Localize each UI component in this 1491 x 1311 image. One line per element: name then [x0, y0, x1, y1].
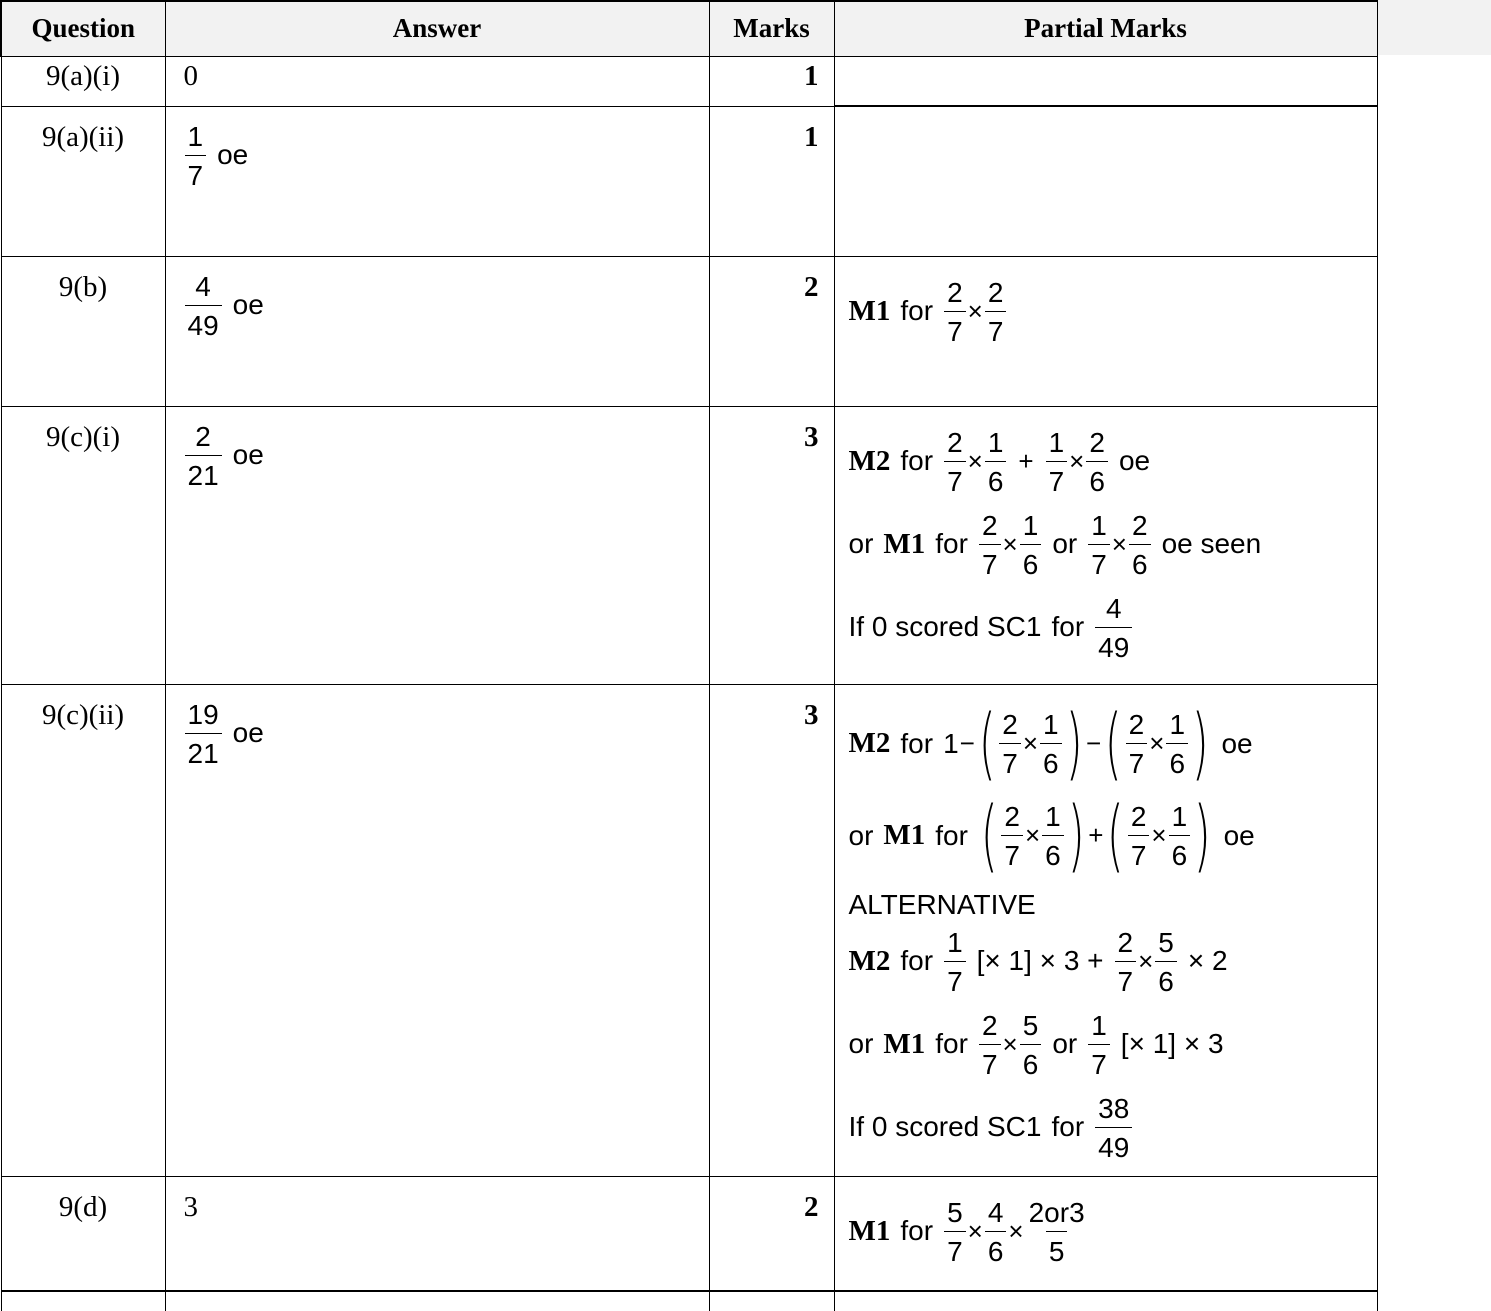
partial-marks-cell: [834, 106, 1377, 256]
answer-cell: [165, 684, 709, 1176]
answer-fraction: $\frac{1}{7}$: [185, 121, 207, 190]
partial-mark-line: M2 for $\frac{2}{7}$ × $\frac{1}{6}$ + $\frac{1}{7}$ × $\frac{2}{6}$ oe: [848, 426, 1151, 497]
partial-mark-line: M2 for $\frac{1}{7}$ [× 1] × 3 + $\frac{2}{7}$ × $\frac{5}{6}$ × 2: [848, 926, 1228, 997]
partial-marks-cell: [834, 256, 1377, 406]
partial-marks-cell: [834, 56, 1377, 106]
answer-fraction: $\frac{2}{21}$: [185, 421, 222, 490]
marks-cell: 3: [709, 406, 834, 684]
marks-cell: 3: [709, 684, 834, 1176]
partial-marks-cell: [834, 684, 1377, 1176]
partial-mark-line: M1 for $\frac{2}{7}$ × $\frac{2}{7}$: [849, 277, 1367, 346]
table-row: [1, 1291, 1377, 1311]
question-cell: 9(a)(ii): [1, 106, 165, 256]
alternative-label: ALTERNATIVE: [848, 888, 1036, 920]
table-header-row: [1, 1, 1377, 56]
answer-suffix: oe: [217, 139, 249, 170]
answer-suffix: oe: [232, 439, 264, 470]
header-partial-marks: Partial Marks: [834, 1, 1377, 56]
table-row: [1, 106, 1377, 256]
partial-mark-line: If 0 scored SC1 for $\frac{4}{49}$: [849, 593, 1367, 662]
answer-cell: [165, 106, 709, 256]
partial-mark-line: M2 for 1 − ( $\frac{2}{7}$ × $\frac{1}{6}$ ) − ( $\frac{2}{7}$ × $\frac{1}{6}$ ) oe: [848, 698, 1253, 789]
partial-mark-line: If 0 scored SC1 for $\frac{38}{49}$: [849, 1093, 1367, 1162]
table-row: [1, 256, 1377, 406]
answer-fraction: $\frac{19}{21}$: [185, 699, 222, 768]
marks-cell: [709, 1291, 834, 1311]
question-cell: 9(a)(i): [1, 56, 165, 106]
marks-cell: 2: [709, 256, 834, 406]
answer-cell: [165, 406, 709, 684]
answer-cell: [165, 1291, 709, 1311]
header-marks: Marks: [709, 1, 834, 56]
partial-mark-line: M1 for $\frac{5}{7}$ × $\frac{4}{6}$ × $\frac{2or3}{5}$: [848, 1196, 1085, 1267]
marks-cell: 1: [709, 56, 834, 106]
answer-cell: 0: [165, 56, 709, 106]
table-row: [1, 1176, 1377, 1291]
question-cell: 9(b): [1, 256, 165, 406]
header-question: Question: [1, 1, 165, 56]
marks-cell: 2: [709, 1176, 834, 1291]
answer-fraction: $\frac{4}{49}$: [185, 271, 222, 340]
answer-suffix: oe: [232, 717, 264, 748]
marks-cell: 1: [709, 106, 834, 256]
answer-cell: [165, 256, 709, 406]
partial-marks-cell: [834, 1176, 1377, 1291]
table-row: [1, 406, 1377, 684]
header-shade: [1376, 0, 1491, 55]
partial-mark-line: or M1 for ( $\frac{2}{7}$ × $\frac{1}{6}$ ) + ( $\frac{2}{7}$ × $\frac{1}{6}$ ) oe: [848, 790, 1255, 881]
question-cell: 9(d): [1, 1176, 165, 1291]
question-cell: 9(c)(ii): [1, 684, 165, 1176]
partial-mark-line: or M1 for $\frac{2}{7}$ × $\frac{1}{6}$ or $\frac{1}{7}$ × $\frac{2}{6}$ oe seen: [848, 509, 1262, 580]
answer-suffix: oe: [232, 289, 264, 320]
question-cell: [1, 1291, 165, 1311]
answer-cell: 3: [165, 1176, 709, 1291]
header-answer: Answer: [165, 1, 709, 56]
partial-marks-cell: [834, 406, 1377, 684]
partial-marks-cell: [834, 1291, 1377, 1311]
table-row: [1, 56, 1377, 106]
partial-mark-line: or M1 for $\frac{2}{7}$ × $\frac{5}{6}$ or $\frac{1}{7}$ [× 1] × 3: [848, 1009, 1224, 1080]
question-cell: 9(c)(i): [1, 406, 165, 684]
table-row: [1, 684, 1377, 1176]
